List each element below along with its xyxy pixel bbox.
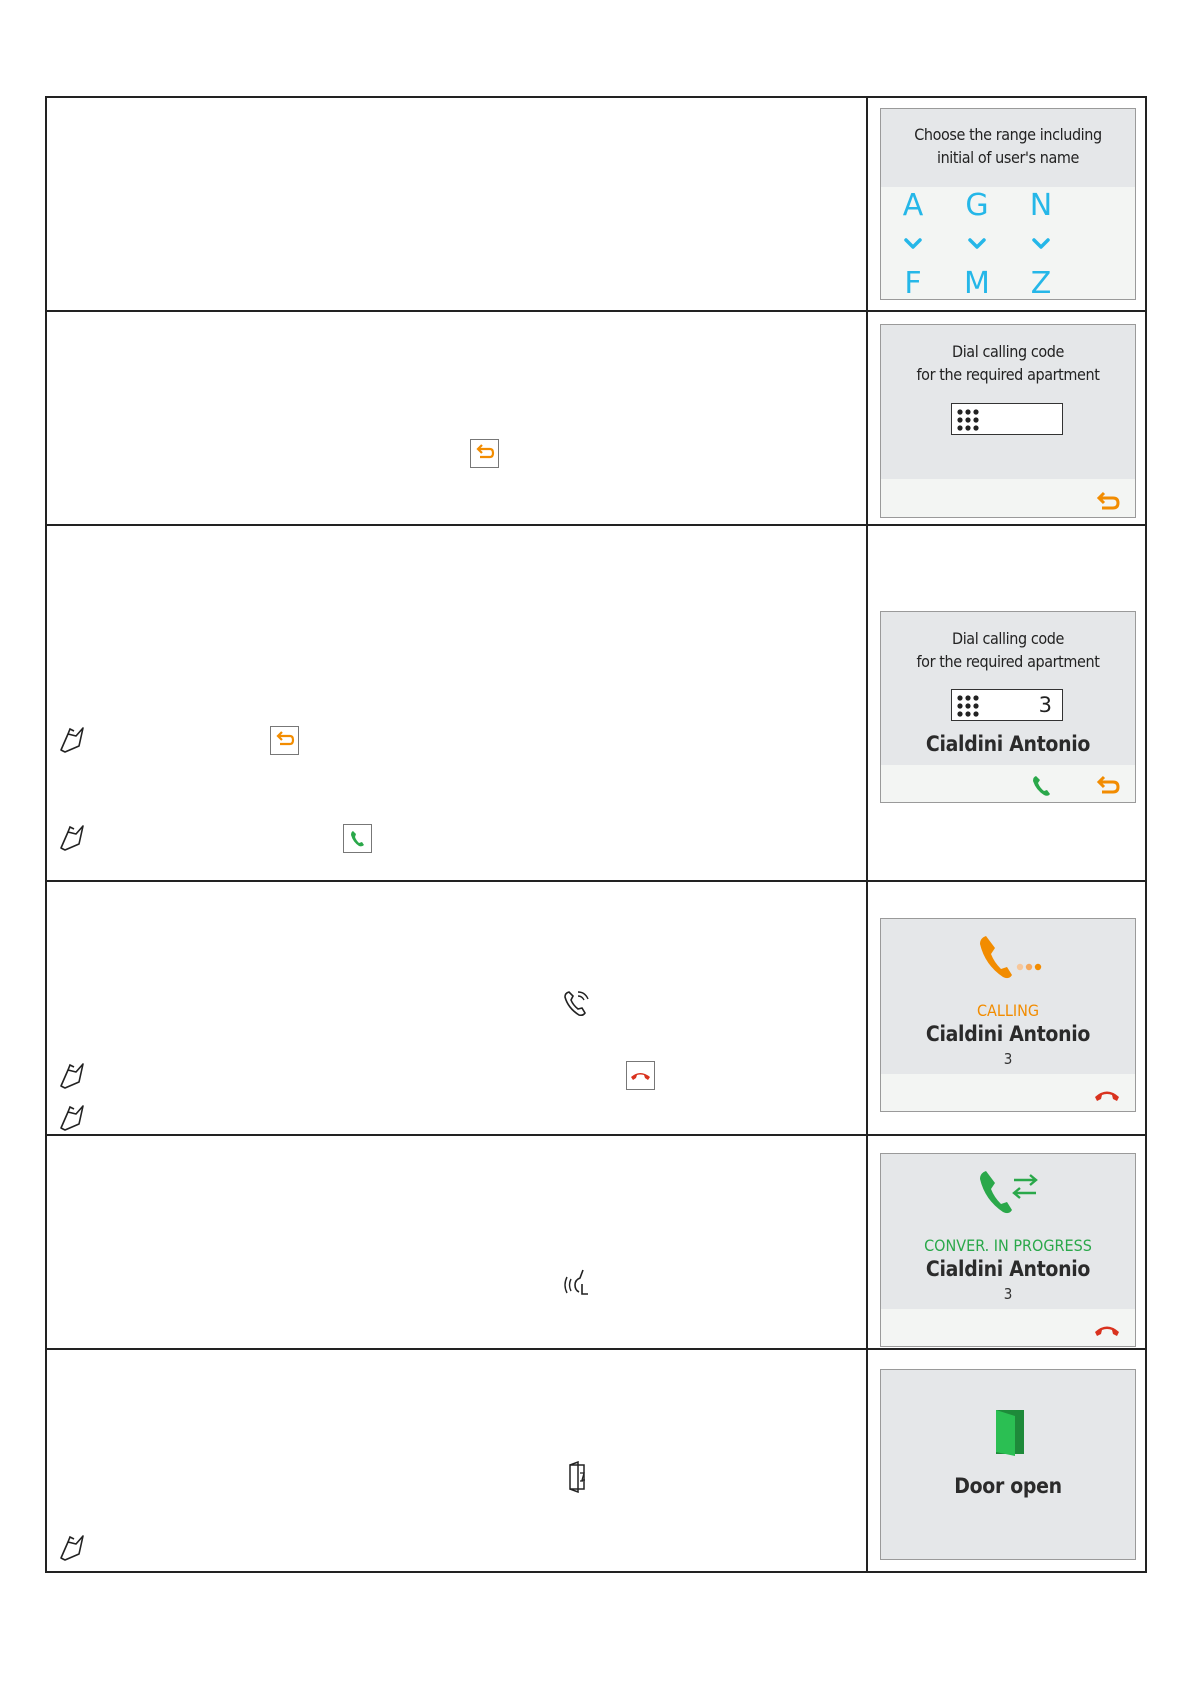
door-open-label: Door open xyxy=(954,1474,1062,1498)
note-icon xyxy=(57,822,87,852)
note-icon xyxy=(57,1060,87,1090)
note-icon xyxy=(57,724,87,754)
instruction-table xyxy=(45,96,1147,1573)
code-input-field[interactable] xyxy=(951,689,1063,721)
back-button-reference xyxy=(470,439,499,468)
resident-code: 3 xyxy=(1003,1285,1013,1303)
range-end-letter: Z xyxy=(1030,266,1052,300)
row-divider xyxy=(45,1134,1147,1136)
handset-icon xyxy=(560,988,592,1020)
range-prompt-line1: Choose the range including xyxy=(914,125,1102,144)
call-icon[interactable] xyxy=(1028,773,1054,799)
hangup-button-reference xyxy=(626,1061,655,1090)
chevron-down-icon xyxy=(898,235,928,255)
range-start-letter: N xyxy=(1029,188,1053,223)
conversation-icon xyxy=(976,1166,1046,1220)
back-arrow-icon xyxy=(471,440,498,467)
resident-name: Cialdini Antonio xyxy=(925,1022,1091,1046)
chevron-down-icon xyxy=(1026,235,1056,255)
back-arrow-icon xyxy=(271,727,298,754)
range-start-letter: G xyxy=(965,188,989,223)
calling-screen xyxy=(880,918,1136,1112)
range-start-letter: A xyxy=(902,188,924,223)
keypad-icon xyxy=(956,694,982,718)
column-divider xyxy=(866,96,868,1573)
row-divider xyxy=(45,310,1147,312)
row-divider xyxy=(45,880,1147,882)
door-release-icon xyxy=(567,1461,589,1493)
row-divider xyxy=(45,1348,1147,1350)
call-button-reference xyxy=(343,824,372,853)
range-end-letter: F xyxy=(904,266,922,300)
resident-code: 3 xyxy=(1003,1050,1013,1068)
row-divider xyxy=(45,524,1147,526)
dial-code-screen xyxy=(880,324,1136,518)
code-input-field[interactable] xyxy=(951,403,1063,435)
dial-prompt-line2: for the required apartment xyxy=(916,652,1100,671)
hangup-icon[interactable] xyxy=(1092,1318,1122,1340)
note-icon xyxy=(57,1102,87,1132)
dial-prompt-line1: Dial calling code xyxy=(952,629,1064,648)
call-status: CALLING xyxy=(976,1001,1040,1020)
hangup-icon[interactable] xyxy=(1092,1083,1122,1105)
note-icon xyxy=(57,1532,87,1562)
call-icon xyxy=(344,825,371,852)
call-status: CONVER. IN PROGRESS xyxy=(924,1236,1092,1255)
audio-icon xyxy=(562,1266,592,1298)
range-prompt-line2: initial of user's name xyxy=(936,148,1080,167)
back-button-reference xyxy=(270,726,299,755)
door-open-icon xyxy=(993,1408,1027,1458)
keypad-icon xyxy=(956,408,982,432)
range-selection-screen xyxy=(880,108,1136,300)
hangup-icon xyxy=(627,1062,654,1089)
conversation-screen xyxy=(880,1153,1136,1347)
calling-handset-icon xyxy=(976,933,1046,983)
back-arrow-icon[interactable] xyxy=(1092,773,1122,799)
range-end-letter: M xyxy=(964,266,990,300)
dial-prompt-line1: Dial calling code xyxy=(952,342,1064,361)
chevron-down-icon xyxy=(962,235,992,255)
resident-name: Cialdini Antonio xyxy=(925,732,1091,756)
code-value: 3 xyxy=(1038,693,1052,717)
dial-prompt-line2: for the required apartment xyxy=(916,365,1100,384)
dial-code-filled-screen xyxy=(880,611,1136,803)
back-arrow-icon[interactable] xyxy=(1092,489,1122,515)
resident-name: Cialdini Antonio xyxy=(925,1257,1091,1281)
door-open-screen xyxy=(880,1369,1136,1560)
